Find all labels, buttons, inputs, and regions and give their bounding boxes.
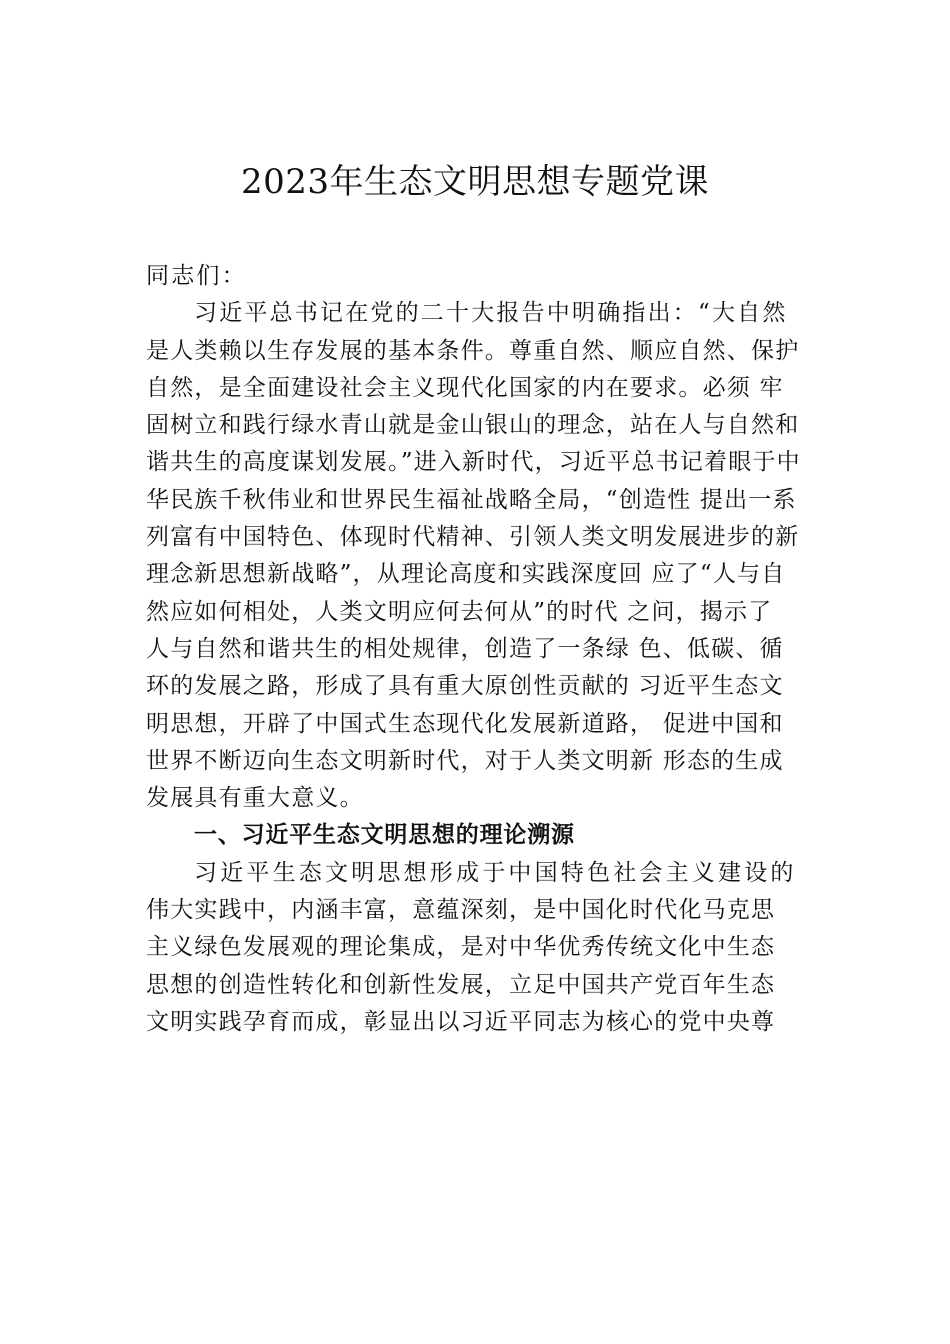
paragraph-line: 自然，是全面建设社会主义现代化国家的内在要求。必须 牢: [146, 374, 784, 401]
paragraph-line: 是人类赖以生存发展的基本条件。尊重自然、顺应自然、保护: [146, 337, 800, 364]
paragraph-line: 列富有中国特色、体现时代精神、引领人类文明发展进步的新: [146, 524, 800, 551]
paragraph-1: [146, 295, 836, 817]
paragraph-line: 然应如何相处，人类文明应何去何从”的时代 之问，揭示了: [146, 598, 773, 625]
paragraph-line: 习近平总书记在党的二十大报告中明确指出：“大自然: [194, 300, 788, 327]
paragraph-line: 人与自然和谐共生的相处规律，创造了一条绿 色、低碳、循: [146, 635, 784, 662]
paragraph-line: 主义绿色发展观的理论集成，是对中华优秀传统文化中生态: [146, 934, 776, 961]
paragraph-line: 思想的创造性转化和创新性发展，立足中国共产党百年生态: [146, 971, 776, 998]
paragraph-line: 固树立和践行绿水青山就是金山银山的理念，站在人与自然和: [146, 412, 800, 439]
paragraph-line: 环的发展之路，形成了具有重大原创性贡献的 习近平生态文: [146, 673, 784, 700]
section-heading: 一、习近平生态文明思想的理论溯源: [194, 822, 575, 849]
salutation: 同志们：: [146, 263, 247, 289]
paragraph-line: 世界不断迈向生态文明新时代，对于人类文明新 形态的生成: [146, 747, 784, 774]
paragraph-line: 谐共生的高度谋划发展。”进入新时代，习近平总书记着眼于中: [146, 449, 801, 476]
paragraph-line: 华民族千秋伟业和世界民生福祉战略全局，“创造性 提出一系: [146, 486, 797, 513]
paragraph-line: 理念新思想新战略”，从理论高度和实践深度回 应了“人与自: [146, 561, 786, 588]
paragraph-line: 明思想，开辟了中国式生态现代化发展新道路， 促进中国和: [146, 710, 784, 737]
document-body: [146, 258, 836, 1041]
paragraph-line: 文明实践孕育而成，彰显出以习近平同志为核心的党中央尊: [146, 1008, 776, 1035]
document-title: 2023年生态文明思想专题党课: [240, 162, 710, 202]
paragraph-2: [146, 855, 836, 1041]
paragraph-line: 习近平生态文明思想形成于中国特色社会主义建设的: [194, 859, 797, 886]
paragraph-line: 发展具有重大意义。: [146, 785, 364, 812]
paragraph-line: 伟大实践中，内涵丰富，意蕴深刻，是中国化时代化马克思: [146, 897, 776, 924]
